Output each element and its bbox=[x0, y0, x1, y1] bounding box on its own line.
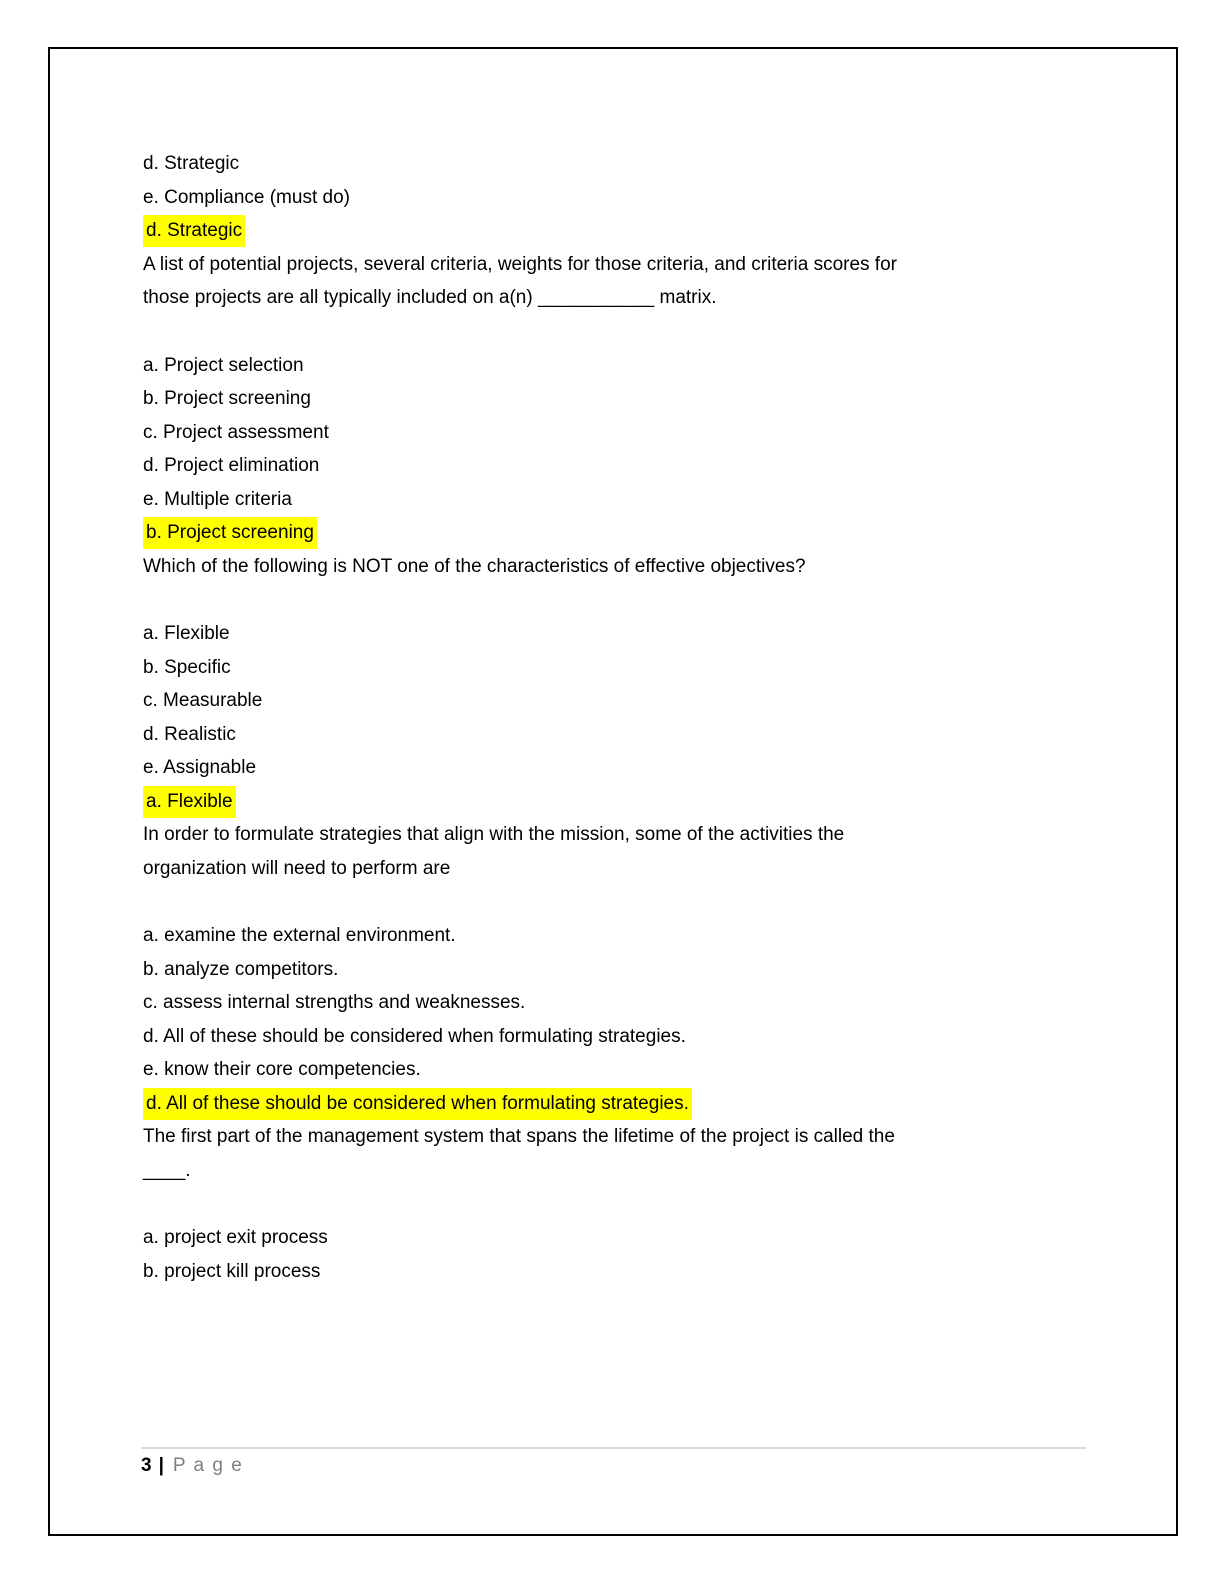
answer-line bbox=[143, 1087, 1093, 1121]
option-item: e. know their core competencies. bbox=[143, 1059, 421, 1080]
question-line: those projects are all typically included on a(n) ___________ matrix. bbox=[143, 287, 717, 308]
page-footer bbox=[141, 1447, 1086, 1478]
question-prompt bbox=[143, 248, 1093, 315]
question-prompt bbox=[143, 818, 1093, 885]
option-item: a. Flexible bbox=[143, 623, 230, 644]
question-line: A list of potential projects, several criteria, weights for those criteria, and criteria scores for bbox=[143, 253, 897, 275]
option-item: e. Compliance (must do) bbox=[143, 186, 350, 208]
option-item: e. Assignable bbox=[143, 757, 257, 778]
page-number: 3 bbox=[141, 1455, 152, 1476]
option-item: d. All of these should be considered when formulating strategies. bbox=[143, 1025, 686, 1047]
option-item: b. project kill process bbox=[143, 1260, 321, 1282]
options-list bbox=[143, 617, 1093, 785]
options-list bbox=[143, 919, 1093, 1087]
option-item: c. Project assessment bbox=[143, 421, 329, 443]
carryover-options-list bbox=[143, 147, 1093, 214]
question-line: The first part of the management system that spans the lifetime of the project is called the bbox=[143, 1126, 895, 1147]
question-line: Which of the following is NOT one of the characteristics of effective objectives? bbox=[143, 555, 806, 577]
answer-line bbox=[143, 214, 1093, 248]
option-item: d. Realistic bbox=[143, 723, 236, 745]
highlighted-answer: d. Strategic bbox=[143, 215, 245, 247]
footer-separator: | bbox=[158, 1455, 164, 1476]
highlighted-answer: a. Flexible bbox=[143, 786, 236, 818]
option-item: a. examine the external environment. bbox=[143, 925, 456, 946]
question-line: organization will need to perform are bbox=[143, 857, 451, 879]
option-item: e. Multiple criteria bbox=[143, 488, 292, 510]
option-item: a. project exit process bbox=[143, 1227, 328, 1248]
question-prompt bbox=[143, 1120, 1093, 1187]
option-item: b. analyze competitors. bbox=[143, 958, 339, 980]
footer-page-label: P a g e bbox=[172, 1455, 244, 1476]
answer-line bbox=[143, 785, 1093, 819]
page-content bbox=[143, 147, 1093, 1288]
question-prompt bbox=[143, 550, 1093, 584]
highlighted-answer: b. Project screening bbox=[143, 517, 317, 549]
question-line: In order to formulate strategies that align with the mission, some of the activities the bbox=[143, 824, 845, 845]
footer-text bbox=[141, 1454, 1086, 1478]
option-item: c. assess internal strengths and weaknesses. bbox=[143, 992, 526, 1013]
option-item: c. Measurable bbox=[143, 690, 263, 711]
option-item: b. Project screening bbox=[143, 388, 311, 409]
footer-divider bbox=[141, 1447, 1086, 1449]
option-item: d. Strategic bbox=[143, 153, 240, 174]
option-item: b. Specific bbox=[143, 656, 231, 678]
option-item: a. Project selection bbox=[143, 354, 304, 376]
option-item: d. Project elimination bbox=[143, 455, 320, 476]
answer-line bbox=[143, 516, 1093, 550]
options-list bbox=[143, 1221, 1093, 1288]
options-list bbox=[143, 349, 1093, 517]
question-line: ____. bbox=[143, 1159, 191, 1181]
highlighted-answer: d. All of these should be considered when formulating strategies. bbox=[143, 1088, 692, 1120]
